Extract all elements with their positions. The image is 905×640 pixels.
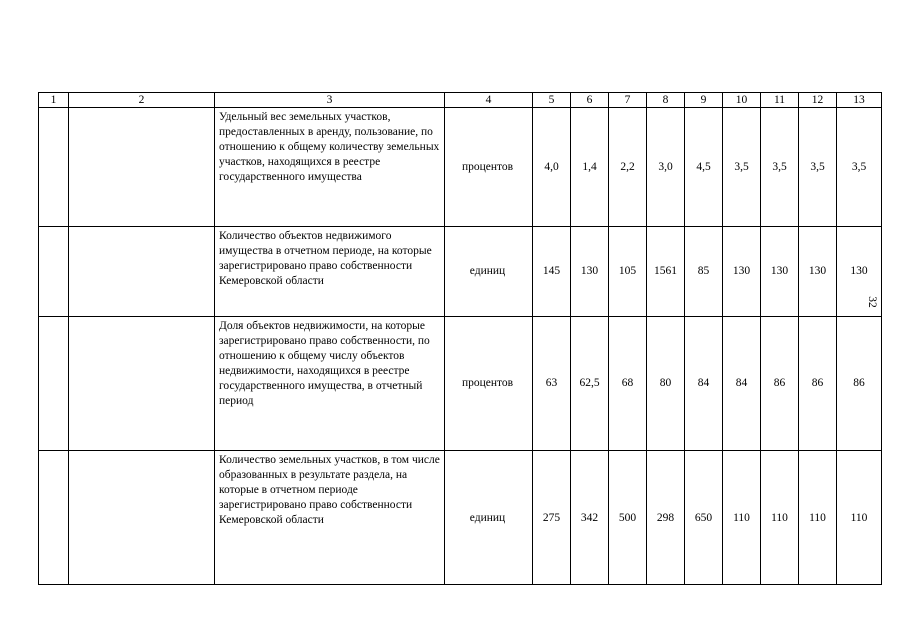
row-number-cell: [39, 451, 69, 585]
value-cell: 145: [533, 227, 571, 317]
row-number-cell: [39, 317, 69, 451]
indicator-cell: [215, 451, 445, 585]
value-cell: 3,5: [723, 108, 761, 227]
value-cell: 275: [533, 451, 571, 585]
program-name-cell: [69, 227, 215, 317]
value-cell: 86: [761, 317, 799, 451]
program-name-cell: [69, 451, 215, 585]
value-cell: 3,0: [647, 108, 685, 227]
value-cell: 4,5: [685, 108, 723, 227]
page-number: 32: [866, 296, 878, 308]
value-cell: 84: [685, 317, 723, 451]
table-row: [39, 317, 882, 451]
value-cell: 80: [647, 317, 685, 451]
header-cell-4: 4: [445, 93, 533, 108]
value-cell: 85: [685, 227, 723, 317]
program-name-cell: [69, 108, 215, 227]
value-cell: 110: [723, 451, 761, 585]
unit-cell: процентов: [445, 108, 533, 227]
value-cell: 130: [761, 227, 799, 317]
header-cell-13: 13: [837, 93, 882, 108]
unit-cell: единиц: [445, 451, 533, 585]
indicator-text: Количество объектов недвижимого имущества в отчетном периоде, на которые зарегистрировано право собственности Кемеровской области: [219, 230, 432, 287]
value-cell: 3,5: [837, 108, 882, 227]
program-name-cell: [69, 317, 215, 451]
value-cell: 2,2: [609, 108, 647, 227]
value-cell: 3,5: [799, 108, 837, 227]
value-cell: 298: [647, 451, 685, 585]
header-cell-6: 6: [571, 93, 609, 108]
value-cell: 86: [837, 317, 882, 451]
value-cell: 62,5: [571, 317, 609, 451]
header-cell-8: 8: [647, 93, 685, 108]
header-cell-7: 7: [609, 93, 647, 108]
header-cell-5: 5: [533, 93, 571, 108]
value-cell: 63: [533, 317, 571, 451]
table-row: [39, 108, 882, 227]
value-cell: 500: [609, 451, 647, 585]
value-cell: 86: [799, 317, 837, 451]
value-cell: 130: [723, 227, 761, 317]
indicator-cell: [215, 227, 445, 317]
unit-cell: процентов: [445, 317, 533, 451]
value-cell: 68: [609, 317, 647, 451]
indicator-text: Доля объектов недвижимости, на которые зарегистрировано право собственности, по отношению к общему числу объектов недвижимости, находящихся в реестре государственного имущества, в отчетный период: [219, 320, 430, 407]
value-cell: 3,5: [761, 108, 799, 227]
header-cell-2: 2: [69, 93, 215, 108]
value-cell: 110: [837, 451, 882, 585]
value-cell: 1561: [647, 227, 685, 317]
table-header-row: [39, 93, 882, 108]
value-cell: 342: [571, 451, 609, 585]
indicator-cell: [215, 108, 445, 227]
table-row: [39, 227, 882, 317]
indicator-cell: [215, 317, 445, 451]
value-cell: 650: [685, 451, 723, 585]
value-cell: 130: [837, 227, 882, 317]
value-cell: 84: [723, 317, 761, 451]
indicator-text: Удельный вес земельных участков, предоставленных в аренду, пользование, по отношению к общему количеству земельных участков, находящихся в реестре государственного имущества: [219, 111, 440, 183]
header-cell-11: 11: [761, 93, 799, 108]
value-cell: 110: [761, 451, 799, 585]
indicator-text: Количество земельных участков, в том числе образованных в результате раздела, на которые в отчетном периоде зарегистрировано право собственности Кемеровской области: [219, 454, 440, 526]
header-cell-12: 12: [799, 93, 837, 108]
header-cell-9: 9: [685, 93, 723, 108]
header-cell-3: 3: [215, 93, 445, 108]
table-row: [39, 451, 882, 585]
value-cell: 130: [799, 227, 837, 317]
value-cell: 105: [609, 227, 647, 317]
row-number-cell: [39, 108, 69, 227]
header-cell-10: 10: [723, 93, 761, 108]
value-cell: 1,4: [571, 108, 609, 227]
value-cell: 110: [799, 451, 837, 585]
value-cell: 130: [571, 227, 609, 317]
indicators-table: [38, 92, 882, 585]
header-cell-1: 1: [39, 93, 69, 108]
row-number-cell: [39, 227, 69, 317]
value-cell: 4,0: [533, 108, 571, 227]
unit-cell: единиц: [445, 227, 533, 317]
